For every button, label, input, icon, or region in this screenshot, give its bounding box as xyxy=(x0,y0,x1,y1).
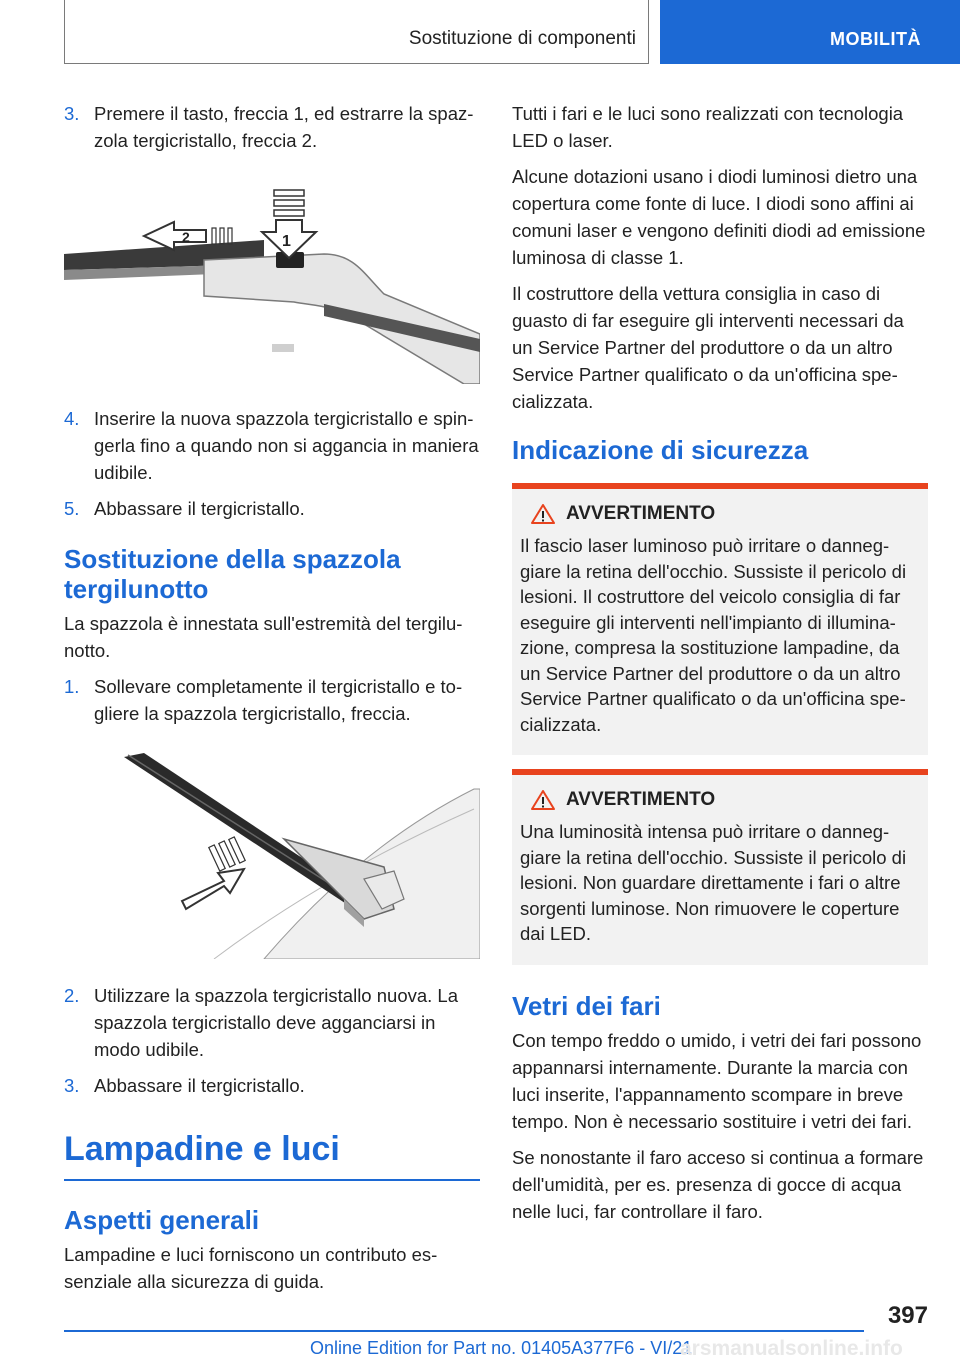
step-text: Abbassare il tergicristallo. xyxy=(94,498,305,519)
warning-box-brightness xyxy=(512,769,928,965)
warning-header xyxy=(520,503,920,525)
watermark: arsmanualsonline.info xyxy=(680,1337,903,1360)
led-laser-text: Tutti i fari e le luci sono realizzati con tecnologia LED o laser. xyxy=(512,103,904,151)
wiper-release-illustration xyxy=(64,184,480,384)
heading-lamps: Lampadine e luci xyxy=(64,1130,340,1168)
step-4 xyxy=(64,405,480,486)
warning-triangle-icon xyxy=(520,789,566,811)
warning-title: AVVERTIMENTO xyxy=(566,789,716,810)
step-text: Inserire la nuova spazzola tergicristallo e spingerla fino a quando non si aggancia in maniera udibile. xyxy=(94,408,479,483)
diodes-text: Alcune dotazioni usano i diodi luminosi dietro una copertura come fonte di luce. I diodi sono affini ai comuni laser e vengono definiti diodi ad emissione luminosa di classe 1. xyxy=(512,166,926,268)
header-section-box xyxy=(64,0,649,64)
step-text: Utilizzare la spazzola tergicristallo nuova. La spazzola tergicristallo deve agganciarsi in modo udibile. xyxy=(94,985,459,1060)
step-text: Premere il tasto, freccia 1, ed estrarre la spazzola tergicristallo, freccia 2. xyxy=(94,103,474,151)
rear-wiper-intro: La spazzola è innestata sull'estremità del tergilunotto. xyxy=(64,613,463,661)
arrow-2-label: 2 xyxy=(182,229,190,245)
rear-wiper-figure xyxy=(64,749,480,964)
warning-text: Una luminosità intensa può irritare o danneggiare la retina dell'occhio. Sussiste il pericolo di lesioni. Non guardare direttamente i fari o altre sorgenti luminose. Non rimuovere le coperture dai LED. xyxy=(520,821,907,944)
step-5 xyxy=(64,495,480,522)
step-3 xyxy=(64,100,480,154)
general-text: Lampadine e luci forniscono un contributo essenziale alla sicurezza di guida. xyxy=(64,1243,438,1292)
headlight-glass-text-2: Se nonostante il faro acceso si continua a formare dell'umidità, per es. presenza di gocce di acqua nelle luci, far controllare il faro. xyxy=(512,1146,924,1222)
service-text: Il costruttore della vettura consiglia in caso di guasto di far eseguire gli interventi necessari da un Service Partner del produttore o da un altro Service Partner qualificato o da un'officina specializzata. xyxy=(512,283,904,412)
wiper-release-figure xyxy=(64,184,480,389)
page-number: 397 xyxy=(887,1302,928,1329)
warning-header xyxy=(520,789,920,811)
step-number: 4. xyxy=(64,408,80,429)
header-section-title: Sostituzione di componenti xyxy=(408,28,636,49)
arrow-1-label: 1 xyxy=(282,233,291,250)
step-text: Abbassare il tergicristallo. xyxy=(94,1075,305,1096)
warning-text: Il fascio laser luminoso può irritare o danneggiare la retina dell'occhio. Sussiste il pericolo di lesioni. Il costruttore del veicolo consiglia di far eseguire gli interventi nell'impianto di illuminazione, compresa la sostituzione lampadine, da un Service Partner del produttore o da un altro Service Partner qualificato o da un'officina specializzata. xyxy=(520,535,907,735)
footer-edition: Online Edition for Part no. 01405A377F6 - VI/21 xyxy=(310,1338,693,1358)
rear-step-2 xyxy=(64,982,480,1063)
header-chapter-title: MOBILITÀ xyxy=(830,29,921,49)
section-divider xyxy=(64,1179,480,1181)
headlight-glass-text-1: Con tempo freddo o umido, i vetri dei fari possono appannarsi internamente. Durante la marcia con luci inserite, l'appannamento scompare in breve tempo. Non è necessario sostituire i vetri dei fari. xyxy=(512,1029,922,1132)
step-text: Sollevare completamente il tergicristallo e togliere la spazzola tergicristallo, freccia. xyxy=(94,676,463,724)
step-number: 1. xyxy=(64,676,80,697)
header-chapter-tab[interactable] xyxy=(660,0,960,64)
footer-divider xyxy=(64,1330,864,1332)
heading-safety: Indicazione di sicurezza xyxy=(512,435,809,465)
rear-step-3 xyxy=(64,1072,480,1099)
warning-box-laser xyxy=(512,483,928,755)
heading-headlight-glass: Vetri dei fari xyxy=(512,990,661,1021)
right-column xyxy=(512,100,928,1234)
step-number: 3. xyxy=(64,103,80,124)
warning-title: AVVERTIMENTO xyxy=(566,503,716,524)
rear-wiper-illustration xyxy=(64,749,480,959)
heading-rear-wiper: Sostituzione della spazzola tergilunotto xyxy=(64,544,401,604)
rear-step-1 xyxy=(64,673,480,727)
step-number: 3. xyxy=(64,1075,80,1096)
step-number: 2. xyxy=(64,985,80,1006)
left-column xyxy=(64,100,480,1304)
step-number: 5. xyxy=(64,498,80,519)
warning-triangle-icon xyxy=(520,503,566,525)
heading-general: Aspetti generali xyxy=(64,1204,260,1235)
